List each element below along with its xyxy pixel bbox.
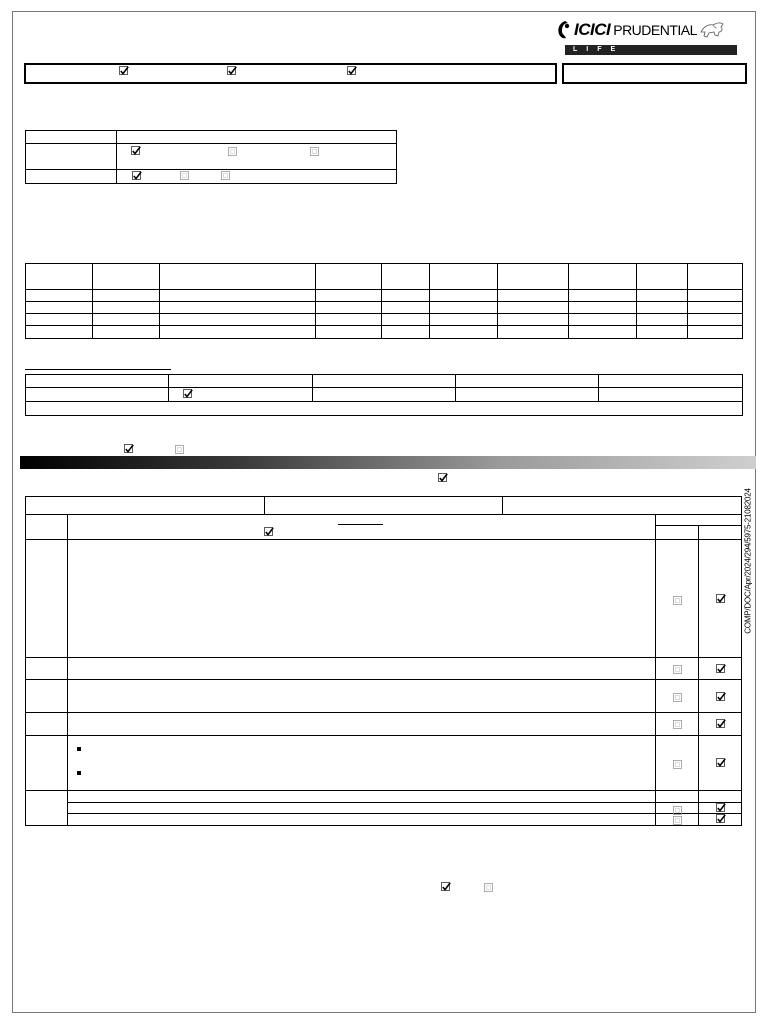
hq-row-rule xyxy=(25,679,742,680)
nominee-table-divider xyxy=(598,374,599,401)
check-icon[interactable] xyxy=(716,803,726,813)
hq-subrow-rule xyxy=(67,802,742,803)
check-icon[interactable] xyxy=(124,444,134,454)
check-icon[interactable] xyxy=(716,664,726,674)
logo-tagline: LIFE INSURANCE xyxy=(565,45,737,55)
hq-row-rule xyxy=(25,790,742,791)
hq-answer-column-divider xyxy=(655,514,656,826)
checkbox-empty-icon[interactable] xyxy=(673,806,683,816)
bullet-icon xyxy=(77,747,81,751)
check-icon[interactable] xyxy=(716,719,726,729)
check-icon[interactable] xyxy=(227,66,237,76)
company-logo xyxy=(556,16,752,63)
details-table-divider xyxy=(116,130,117,184)
table-row xyxy=(26,314,743,326)
health-questions-table xyxy=(25,496,742,826)
table-row xyxy=(26,326,743,339)
nominee-table-divider xyxy=(168,374,169,401)
policies-table xyxy=(25,263,743,339)
nominee-table-rule xyxy=(25,387,743,388)
logo-name: ICICI xyxy=(574,20,611,39)
check-icon[interactable] xyxy=(716,814,726,824)
section-underline xyxy=(25,369,171,370)
checkbox-empty-icon[interactable] xyxy=(673,665,683,675)
check-icon[interactable] xyxy=(716,758,726,768)
check-icon[interactable] xyxy=(183,389,193,399)
nominee-table-divider xyxy=(312,374,313,401)
checkbox-empty-icon[interactable] xyxy=(221,171,231,181)
details-table xyxy=(25,130,397,184)
checkbox-empty-icon[interactable] xyxy=(180,171,190,181)
checkbox-empty-icon[interactable] xyxy=(673,596,683,606)
checkbox-empty-icon[interactable] xyxy=(310,147,320,157)
hq-header-divider xyxy=(264,496,265,514)
check-icon[interactable] xyxy=(716,594,726,604)
hq-subrow-rule xyxy=(67,813,742,814)
nominee-table-divider xyxy=(455,374,456,401)
policies-table-wrap xyxy=(25,263,743,339)
hq-header-divider xyxy=(502,496,503,514)
check-icon[interactable] xyxy=(438,473,448,483)
check-icon[interactable] xyxy=(264,527,274,537)
checkbox-empty-icon[interactable] xyxy=(673,760,683,770)
hq-rule xyxy=(25,514,742,515)
checkbox-empty-icon[interactable] xyxy=(484,883,494,893)
checkbox-empty-icon[interactable] xyxy=(228,147,238,157)
hq-title-underline xyxy=(338,524,383,525)
table-row xyxy=(26,302,743,314)
table-row xyxy=(26,290,743,302)
checkbox-empty-icon[interactable] xyxy=(673,816,683,826)
hq-yes-no-divider xyxy=(698,525,699,826)
checkbox-empty-icon[interactable] xyxy=(673,720,683,730)
document-code: COMP/DOC/Apr/2024/294/5975-21082024 xyxy=(743,488,753,634)
section-divider-band xyxy=(20,456,756,469)
hq-row-rule xyxy=(25,539,742,540)
hq-row-rule xyxy=(25,712,742,713)
details-table-rule xyxy=(25,169,397,170)
proposal-number-box xyxy=(562,63,747,84)
checkbox-empty-icon[interactable] xyxy=(673,693,683,703)
checkbox-empty-icon[interactable] xyxy=(175,445,185,455)
logo-mark-icon xyxy=(556,20,572,40)
check-icon[interactable] xyxy=(347,66,357,76)
table-header-row xyxy=(26,264,743,290)
hq-row-rule xyxy=(25,735,742,736)
proposal-type-box xyxy=(24,63,557,84)
hq-row-rule xyxy=(25,657,742,658)
nominee-table xyxy=(25,374,743,416)
check-icon[interactable] xyxy=(132,171,142,181)
bullet-icon xyxy=(77,771,81,775)
nominee-table-rule xyxy=(25,401,743,402)
details-table-rule xyxy=(25,143,397,144)
check-icon[interactable] xyxy=(441,882,451,892)
logo-lion-icon xyxy=(699,18,725,42)
check-icon[interactable] xyxy=(131,146,141,156)
check-icon[interactable] xyxy=(119,66,129,76)
check-icon[interactable] xyxy=(716,692,726,702)
logo-name-suffix: PRUDENTIAL xyxy=(613,22,697,38)
hq-number-column-divider xyxy=(67,514,68,826)
